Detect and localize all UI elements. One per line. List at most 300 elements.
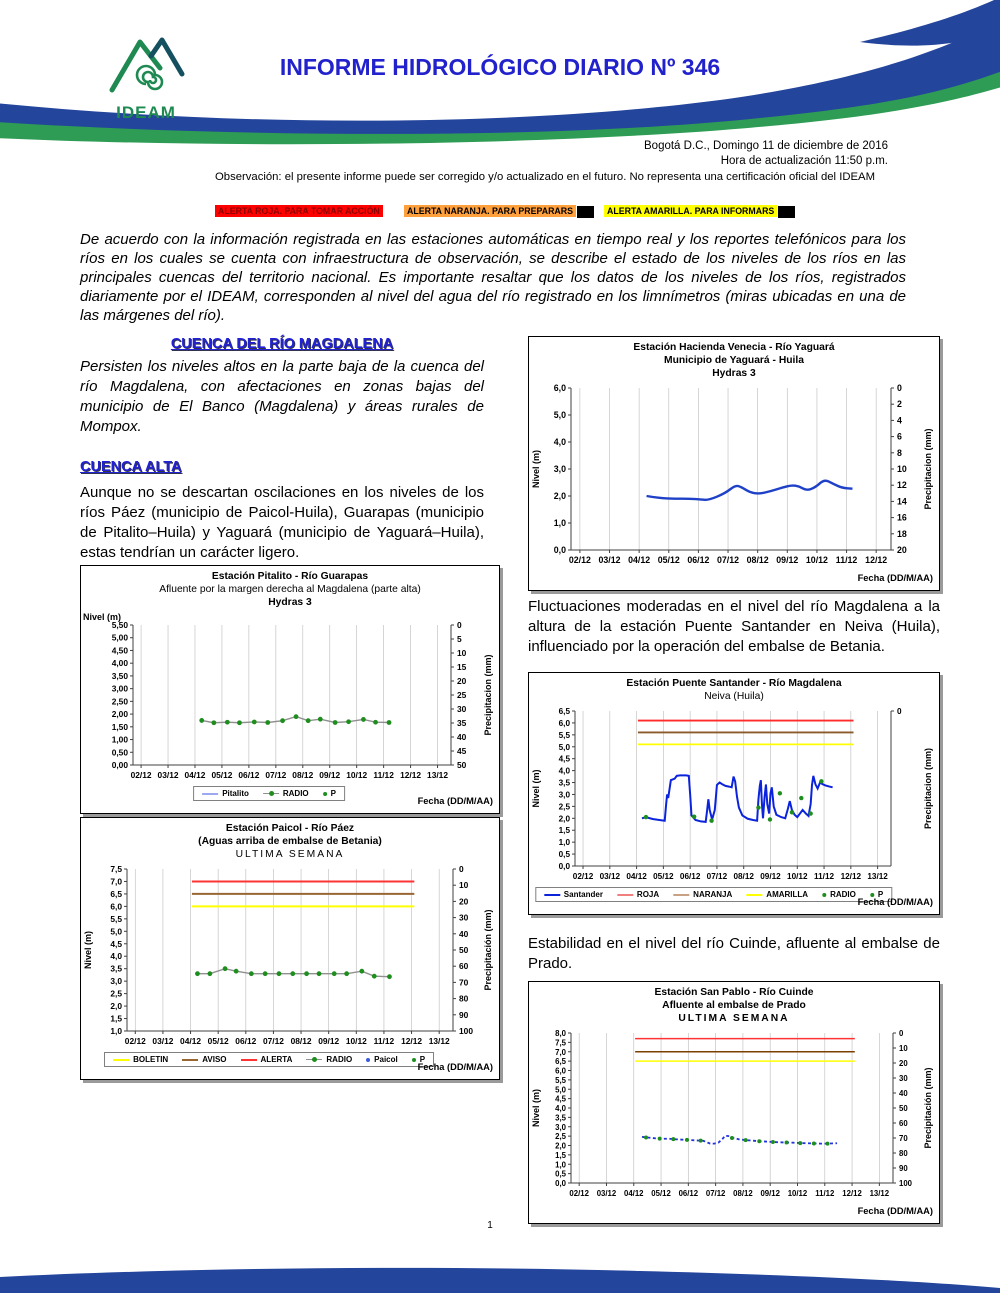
y2-tick-label: 50 [457,760,467,770]
y2-tick-label: 100 [899,1179,913,1188]
legend-item [822,890,856,899]
x-tick-label: 09/12 [760,872,781,881]
alert-naranja-label: ALERTA NARANJA. PARA PREPARARS [404,205,576,217]
legend-item [113,1055,168,1064]
alert-legend-strip [0,205,1000,221]
series-marker [237,720,242,725]
series-marker [199,718,204,723]
chart-hacienda-venecia [528,336,940,591]
y-tick-label: 6,0 [558,718,570,728]
x-tick-label: 12/12 [840,872,862,881]
y-tick-label: 2,5 [110,988,122,999]
y-tick-label: 3,0 [558,790,570,800]
y-tick-label: 2,0 [555,1141,566,1151]
series-marker [361,717,366,722]
series-marker [277,971,282,976]
y-tick-label: 2,00 [111,709,128,720]
y-tick-label: 4,0 [555,1104,566,1113]
y-tick-label: 6,5 [558,707,570,716]
series-line [642,1136,837,1144]
legend-swatch-icon [306,1057,322,1063]
x-tick-label: 03/12 [152,1036,174,1046]
x-tick-label: 04/12 [180,1036,202,1046]
legend-label: ALERTA [260,1055,293,1064]
y-tick-label: 2,5 [555,1132,566,1142]
x-tick-label: 08/12 [746,555,769,565]
series-marker [387,720,392,725]
x-tick-label: 04/12 [628,555,651,565]
cuinde-paragraph: Estabilidad en el nivel del río Cuinde, afluente al embalse de Prado. [528,935,940,972]
footer-wave [0,1263,1000,1293]
y-tick-label: 7,5 [555,1038,566,1048]
y-axis-title: Nivel (m) [83,612,122,622]
y-tick-label: 1,50 [111,721,128,732]
ideam-logo-text: IDEAM [116,103,176,122]
y2-tick-label: 14 [897,496,907,507]
series-marker [771,1140,775,1144]
y-tick-label: 8,0 [555,1029,566,1038]
y2-tick-label: 0 [459,864,464,874]
legend-item [241,1055,293,1064]
chart-footer [529,886,939,910]
y2-tick-label: 30 [899,1074,908,1083]
ideam-logo [100,28,192,123]
legend-item [617,890,659,899]
y-tick-label: 5,5 [558,730,570,740]
y2-axis-title: Precipitacion (mm) [923,428,933,510]
series-marker [263,971,268,976]
x-tick-label: 06/12 [678,1189,699,1198]
santander-paragraph: Fluctuaciones moderadas en el nivel del río Magdalena a la altura de la estación Puente Santander en Neiva (Huila), influenciado por la operación del embalse de Betania. [528,598,940,655]
legend-swatch-icon [746,894,762,896]
series-marker [265,720,270,725]
black-box [577,206,594,218]
legend-swatch-icon [323,792,327,796]
y-tick-label: 0,5 [555,1169,566,1179]
x-tick-label: 06/12 [679,872,701,881]
y-tick-label: 5,0 [110,926,122,937]
chart-plot [529,1025,937,1203]
x-tick-label: 11/12 [815,1189,835,1198]
series-marker [290,971,295,976]
legend-item [544,890,603,899]
intro-paragraph: De acuerdo con la información registrada en las estaciones automáticas en tiempo real y los reportes telefónicos para los ríos en los cuales se cuenta con infraestructura de observación, se describe el estado de los niveles de los ríos en las principales cuencas del territorio nacional. Es importante resaltar que los datos de los niveles de los ríos, registrados diariamente por el IDEAM, corresponden al nivel del agua del río registrado en los limnímetros (miras ubicadas en una de las márgenes del río). [80,231,906,324]
x-tick-label: 02/12 [568,555,591,565]
y-tick-label: 1,5 [110,1013,122,1024]
y2-tick-label: 80 [459,993,469,1004]
x-tick-label: 05/12 [211,770,233,780]
page-title: INFORME HIDROLÓGICO DIARIO Nº 346 [279,54,721,80]
observation-line: Observación: el presente informe puede ser corregido y/o actualizado en el futuro. No representa una certificación oficial del IDEAM [215,171,875,183]
y-tick-label: 1,0 [110,1026,122,1036]
chart-title-line: Afluente al embalse de Prado [662,1000,806,1011]
legend-label: RADIO [326,1055,353,1064]
x-tick-label: 06/12 [235,1036,257,1046]
y2-tick-label: 6 [897,431,902,442]
x-tick-label: 09/12 [318,1036,340,1046]
y-tick-label: 4,00 [111,658,128,669]
series-marker [346,719,351,724]
x-axis-label: Fecha (DD/M/AA) [417,1062,493,1072]
chart-title-line: Estación Pitalito - Río Guarapas [211,571,369,582]
series-marker [798,1141,802,1145]
ideam-logo-icon [104,28,188,102]
y2-axis-title: Precipitación (mm) [923,1067,933,1149]
series-marker [333,720,338,725]
y2-tick-label: 4 [897,415,902,426]
chart-title-line: Afluente por la margen derecha al Magdalena (parte alta) [159,584,421,595]
legend-swatch-icon [617,894,633,896]
series-marker [685,1138,689,1142]
y-tick-label: 7,5 [110,864,122,874]
series-line [642,775,833,822]
y-tick-label: 1,0 [555,1160,566,1170]
legend-swatch-icon [870,893,874,897]
legend-label: BOLETIN [133,1055,169,1064]
chart-title-line: Municipio de Yaguará - Huila [664,355,804,366]
y-tick-label: 3,50 [111,670,128,681]
y-tick-label: 3,00 [111,683,128,694]
chart-title-line: Estación San Pablo - Río Cuinde [654,987,814,998]
alert-roja-label: ALERTA ROJA. PARA TOMAR ACCIÓN [215,205,383,217]
legend-swatch-icon [673,894,689,896]
series-marker [799,796,803,800]
x-tick-label: 12/12 [401,1036,423,1046]
chart-legend [535,887,892,902]
x-tick-label: 06/12 [238,770,260,780]
y2-tick-label: 40 [457,732,467,742]
y-tick-label: 3,0 [553,464,566,474]
series-marker [195,971,200,976]
series-marker [699,1139,703,1143]
y2-tick-label: 2 [897,399,902,410]
y2-tick-label: 5 [457,634,462,644]
chart-title-line: Hydras 3 [712,368,756,379]
series-marker [249,971,254,976]
x-tick-label: 02/12 [572,872,594,881]
x-tick-label: 10/12 [787,872,808,881]
chart-title-line: ULTIMA SEMANA [235,849,345,860]
y2-axis-title: Precipitacion (mm) [483,654,493,736]
y-tick-label: 3,5 [558,778,570,788]
y2-tick-label: 40 [899,1089,908,1098]
y2-tick-label: 0 [457,620,462,630]
y-tick-label: 6,5 [110,888,122,899]
series-marker [757,1139,761,1143]
y-axis-title: Nivel (m) [83,930,93,970]
chart-plot [81,609,497,785]
legend-swatch-icon [544,894,560,896]
alert-roja [215,205,383,217]
y2-tick-label: 20 [899,1059,908,1068]
x-tick-label: 07/12 [706,872,728,881]
y2-tick-label: 100 [459,1026,473,1036]
chart-title-line: Hydras 3 [268,597,312,608]
y-tick-label: 2,0 [110,1001,122,1012]
series-marker [785,1141,789,1145]
x-tick-label: 07/12 [705,1189,726,1198]
legend-item [366,1055,398,1064]
series-marker [304,971,309,976]
y-tick-label: 1,0 [558,838,570,848]
update-time-line: Hora de actualización 11:50 p.m. [720,155,888,167]
series-marker [372,974,377,979]
x-axis-label: Fecha (DD/M/AA) [857,897,933,907]
y-tick-label: 0,0 [553,545,566,555]
chart-title-block [529,337,939,380]
x-tick-label: 13/12 [428,1036,450,1046]
y2-tick-label: 25 [457,690,467,700]
y2-tick-label: 18 [897,528,907,539]
y-tick-label: 6,0 [553,383,566,393]
x-tick-label: 13/12 [867,872,888,881]
legend-label: P [330,789,336,798]
legend-item [323,789,336,798]
x-tick-label: 05/12 [651,1189,671,1198]
y-tick-label: 6,5 [555,1057,566,1067]
chart-title-line: Estación Paicol - Río Páez [225,823,355,834]
x-tick-label: 10/12 [805,555,828,565]
x-tick-label: 10/12 [345,1036,367,1046]
x-tick-label: 04/12 [626,872,647,881]
y2-axis-title: Precipitacion (mm) [923,747,933,830]
x-tick-label: 10/12 [787,1189,808,1198]
chart-title-line: ULTIMA SEMANA [678,1013,790,1024]
y2-tick-label: 80 [899,1149,908,1158]
y-tick-label: 5,0 [553,410,566,420]
y-tick-label: 4,0 [110,951,122,962]
chart-title-block [81,566,499,609]
chart-puente-santander [528,672,940,915]
x-tick-label: 09/12 [776,555,799,565]
series-marker [318,717,323,722]
y-tick-label: 4,0 [553,437,566,447]
chart-plot [529,380,937,570]
chart-title-block [81,818,499,861]
y2-tick-label: 0 [897,707,902,716]
page-number: 1 [487,1220,493,1231]
y2-tick-label: 20 [459,896,469,907]
x-tick-label: 02/12 [569,1189,589,1198]
alert-amarilla-label: ALERTA AMARILLA. PARA INFORMARS [604,205,777,217]
x-tick-label: 09/12 [760,1189,780,1198]
y2-tick-label: 10 [457,648,467,658]
x-tick-label: 03/12 [596,1189,617,1198]
x-tick-label: 05/12 [657,555,680,565]
series-marker [280,718,285,723]
chart-pitalito [80,565,500,814]
y-tick-label: 5,00 [111,632,128,643]
y2-tick-label: 8 [897,447,902,458]
chart-title-line: Neiva (Huila) [704,691,764,702]
chart-footer [529,1203,939,1219]
legend-label: Pitalito [222,789,249,798]
legend-label: NARANJA [693,890,733,899]
y2-tick-label: 70 [899,1134,908,1143]
chart-plot [81,861,497,1051]
y2-tick-label: 12 [897,480,907,491]
x-tick-label: 09/12 [319,770,341,780]
chart-title-block [529,673,939,703]
series-marker [812,1141,816,1145]
legend-label: Santander [563,890,603,899]
chart-footer [81,785,499,809]
chart-title-line: Estación Hacienda Venecia - Río Yaguará [633,342,835,353]
y-tick-label: 4,5 [555,1094,566,1104]
series-marker [644,1135,648,1139]
legend-item [263,789,309,798]
series-marker [730,1136,734,1140]
y2-tick-label: 60 [459,961,469,972]
y2-tick-label: 15 [457,662,467,672]
chart-legend [104,1052,434,1067]
y-tick-label: 7,0 [110,876,122,887]
legend-item [202,789,249,798]
legend-label: RADIO [830,890,856,899]
y-tick-label: 0,00 [111,760,128,770]
legend-label: RADIO [282,789,309,798]
y-tick-label: 3,0 [110,976,122,987]
legend-item [182,1055,226,1064]
series-marker [252,720,257,725]
y2-tick-label: 30 [459,912,469,923]
x-tick-label: 05/12 [653,872,674,881]
legend-swatch-icon [366,1058,370,1062]
series-marker [808,811,812,815]
y-tick-label: 1,0 [553,518,566,528]
y-axis-title: Nivel (m) [531,1088,541,1128]
series-marker [671,1137,675,1141]
chart-plot [529,703,937,886]
y-tick-label: 5,5 [555,1075,566,1085]
black-box [778,206,795,218]
y-tick-label: 5,0 [555,1085,566,1095]
date-block [644,139,888,169]
series-line [647,481,853,500]
y-tick-label: 5,50 [111,620,128,630]
y2-tick-label: 45 [457,746,467,756]
series-marker [234,969,239,974]
x-tick-label: 12/12 [400,770,422,780]
legend-swatch-icon [412,1058,416,1062]
y2-tick-label: 20 [457,676,467,686]
legend-swatch-icon [241,1059,257,1061]
series-marker [211,720,216,725]
x-axis-label: Fecha (DD/M/AA) [857,1206,933,1216]
legend-item [306,1055,352,1064]
x-tick-label: 07/12 [265,770,287,780]
section-title-magdalena: CUENCA DEL RÍO MAGDALENA [170,336,394,352]
y-tick-label: 4,0 [558,766,570,776]
y2-tick-label: 35 [457,718,467,728]
x-tick-label: 13/12 [427,770,449,780]
legend-label: Paicol [374,1055,398,1064]
y2-axis-title: Precipitación (mm) [483,909,493,991]
series-marker [225,720,230,725]
x-tick-label: 11/12 [373,1036,395,1046]
y-tick-label: 2,0 [558,814,570,824]
chart-footer [529,570,939,586]
chart-title-line: Estación Puente Santander - Río Magdalena [626,678,842,689]
series-marker [709,818,713,822]
y-axis-title: Nivel (m) [531,449,541,489]
x-tick-label: 07/12 [717,555,740,565]
y-tick-label: 5,5 [110,913,122,924]
series-marker [344,971,349,976]
y-tick-label: 2,0 [553,491,566,501]
magdalena-paragraph: Persisten los niveles altos en la parte baja de la cuenca del río Magdalena, con afectaciones en zonas bajas del municipio de El Banco (Magdalena) y áreas rurales de Mompox. [80,358,484,435]
y-axis-title: Nivel (m) [531,769,541,808]
legend-item [673,890,732,899]
x-tick-label: 11/12 [835,555,858,565]
y-tick-label: 6,0 [110,901,122,912]
y2-tick-label: 10 [899,1044,908,1053]
legend-label: AVISO [202,1055,227,1064]
series-marker [768,817,772,821]
x-tick-label: 03/12 [598,555,621,565]
series-marker [359,969,364,974]
cuenca-alta-paragraph: Aunque no se descartan oscilaciones en los niveles de los ríos Páez (municipio de Paicol-Huila), Guarapas (municipio de Pitalito–Huila) y Yaguará (municipio de Yaguará–Huila), estas tendrían un carácter ligero. [80,484,484,561]
y-tick-label: 0,0 [558,862,570,871]
section-title-cuenca-alta: CUENCA ALTA [80,459,182,475]
x-tick-label: 08/12 [292,770,314,780]
legend-label: P [877,890,884,899]
y2-tick-label: 90 [459,1009,469,1020]
y2-tick-label: 0 [897,383,902,393]
y2-tick-label: 10 [897,464,907,474]
location-date-line: Bogotá D.C., Domingo 11 de diciembre de 2016 [644,140,888,152]
series-marker [644,815,648,819]
y2-tick-label: 16 [897,512,907,523]
legend-swatch-icon [202,793,218,795]
x-tick-label: 12/12 [842,1189,862,1198]
x-tick-label: 03/12 [157,770,179,780]
series-marker [317,971,322,976]
y-tick-label: 3,5 [555,1113,566,1123]
y-tick-label: 1,5 [558,826,570,836]
series-marker [744,1138,748,1142]
y-tick-label: 1,00 [111,734,128,745]
series-marker [207,971,212,976]
series-marker [332,971,337,976]
x-tick-label: 11/12 [814,872,835,881]
series-marker [223,966,228,971]
chart-legend [193,786,345,801]
series-marker [819,779,823,783]
legend-swatch-icon [822,893,826,897]
x-tick-label: 04/12 [184,770,206,780]
x-axis-label: Fecha (DD/M/AA) [417,796,493,806]
y-tick-label: 7,0 [555,1047,566,1057]
y2-tick-label: 60 [899,1119,908,1128]
y-tick-label: 6,0 [555,1066,566,1076]
x-tick-label: 07/12 [262,1036,284,1046]
y-tick-label: 4,5 [558,754,570,764]
y-tick-label: 0,0 [555,1179,566,1188]
chart-paicol [80,817,500,1080]
alert-naranja [404,205,594,218]
y-tick-label: 1,5 [555,1150,566,1160]
x-tick-label: 02/12 [124,1036,146,1046]
legend-swatch-icon [182,1059,198,1061]
y2-tick-label: 90 [899,1164,908,1173]
chart-san-pablo [528,981,940,1224]
y-tick-label: 5,0 [558,742,570,752]
legend-swatch-icon [113,1059,129,1061]
x-tick-label: 03/12 [599,872,621,881]
x-tick-label: 06/12 [687,555,710,565]
series-marker [373,720,378,725]
